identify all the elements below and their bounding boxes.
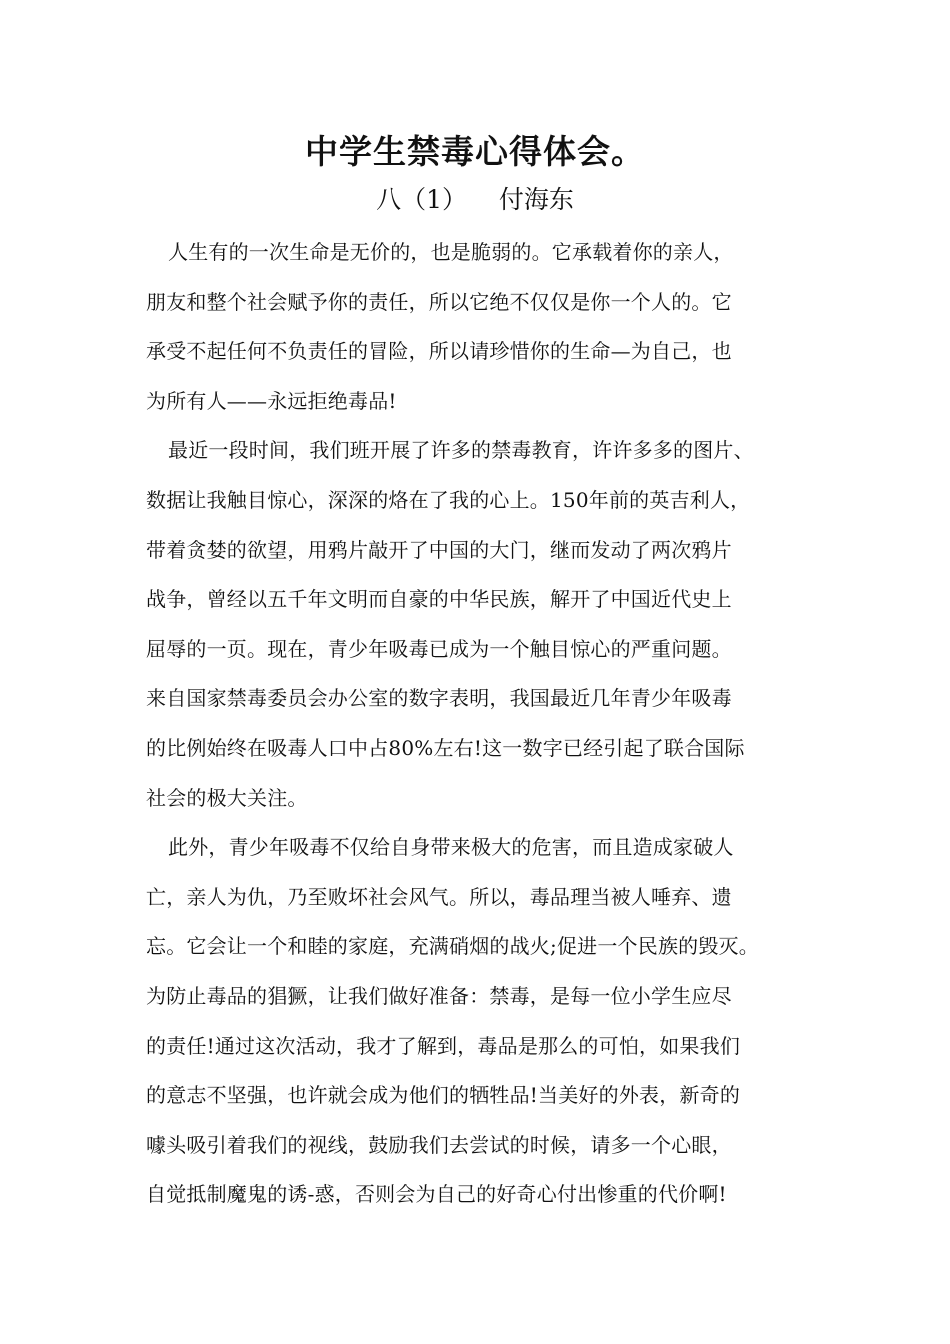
paragraph-3 bbox=[146, 823, 836, 1220]
paragraph-line: 此外，青少年吸毒不仅给自身带来极大的危害，而且造成家破人 bbox=[168, 835, 734, 860]
paragraph-line: 的比例始终在吸毒人口中占80%左右!这一数字已经引起了联合国际 bbox=[146, 735, 745, 760]
paragraph-line: 人生有的一次生命是无价的，也是脆弱的。它承载着你的亲人， bbox=[168, 240, 734, 264]
paragraph-line: 社会的极大关注。 bbox=[146, 785, 308, 810]
paragraph-line: 朋友和整个社会赋予你的责任，所以它绝不仅仅是你一个人的。它 bbox=[146, 289, 732, 314]
paragraph-line: 带着贪婪的欲望，用鸦片敲开了中国的大门，继而发动了两次鸦片 bbox=[146, 537, 732, 562]
paragraph-line: 最近一段时间，我们班开展了许多的禁毒教育，许许多多的图片、 bbox=[168, 438, 754, 463]
paragraph-line: 噱头吸引着我们的视线，鼓励我们去尝试的时候，请多一个心眼， bbox=[146, 1132, 732, 1157]
paragraph-line: 的意志不坚强，也许就会成为他们的牺牲品!当美好的外表，新奇的 bbox=[146, 1083, 741, 1108]
document-title: 中学生禁毒心得体会。 bbox=[305, 132, 645, 171]
paragraph-line: 战争，曾经以五千年文明而自豪的中华民族，解开了中国近代史上 bbox=[146, 587, 732, 612]
document-byline: 八（1） 付海东 bbox=[376, 185, 574, 214]
paragraph-1 bbox=[146, 228, 836, 426]
paragraph-line: 忘。它会让一个和睦的家庭，充满硝烟的战火;促进一个民族的毁灭。 bbox=[146, 934, 759, 959]
paragraph-line: 数据让我触目惊心，深深的烙在了我的心上。150年前的英吉利人， bbox=[146, 487, 751, 512]
paragraph-line: 为防止毒品的猖獗，让我们做好准备：禁毒，是每一位小学生应尽 bbox=[146, 983, 732, 1008]
paragraph-line: 屈辱的一页。现在，青少年吸毒已成为一个触目惊心的严重问题。 bbox=[146, 636, 732, 661]
paragraph-line: 的责任!通过这次活动，我才了解到，毒品是那么的可怕，如果我们 bbox=[146, 1033, 741, 1058]
paragraph-line: 自觉抵制魔鬼的诱-惑，否则会为自己的好奇心付出惨重的代价啊! bbox=[146, 1182, 727, 1207]
paragraph-line: 来自国家禁毒委员会办公室的数字表明，我国最近几年青少年吸毒 bbox=[146, 686, 732, 711]
document-body bbox=[146, 228, 836, 1220]
paragraph-line: 承受不起任何不负责任的冒险，所以请珍惜你的生命—为自己，也 bbox=[146, 339, 732, 364]
paragraph-line: 为所有人——永远拒绝毒品! bbox=[146, 388, 397, 413]
paragraph-line: 亡，亲人为仇，乃至败坏社会风气。所以，毒品理当被人唾弃、遗 bbox=[146, 884, 732, 909]
paragraph-2 bbox=[146, 426, 836, 823]
